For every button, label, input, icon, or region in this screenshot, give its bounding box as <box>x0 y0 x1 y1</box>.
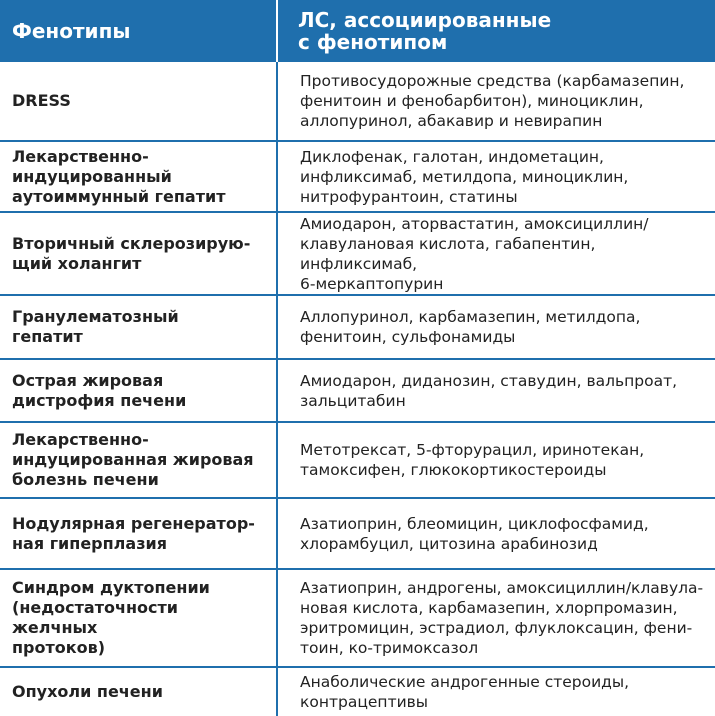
phenotype-text: Лекарственно- индуцированная жировая болезнь печени <box>12 430 254 489</box>
table-row-phenotype <box>0 213 276 296</box>
phenotype-text: Синдром дуктопении (недостаточности желчных протоков) <box>12 578 210 657</box>
header-drugs-label: ЛС, ассоциированные с фенотипом <box>298 8 552 54</box>
header-phenotypes <box>0 0 276 62</box>
phenotype-text: Острая жировая дистрофия печени <box>12 370 187 410</box>
table-row-phenotype <box>0 296 276 360</box>
drugs-text: Диклофенак, галотан, индометацин, инфликсимаб, метилдопа, миноциклин, нитрофурантоин, статины <box>300 147 629 206</box>
drugs-text: Метотрексат, 5-фторурацил, иринотекан, тамоксифен, глюкокортикостероиды <box>300 441 645 479</box>
table-row-phenotype <box>0 668 276 716</box>
drugs-text: Азатиоприн, андрогены, амоксициллин/клавула- новая кислота, карбамазепин, хлорпромазин, эритромицин, эстрадиол, флуклоксацин, фени- тоин, ко-тримоксазол <box>300 579 704 657</box>
phenotype-text: Гранулематозный гепатит <box>12 307 179 346</box>
table-row-phenotype <box>0 142 276 213</box>
drugs-text: Анаболические андрогенные стероиды, контрацептивы <box>300 673 630 711</box>
table-row-drugs <box>278 423 715 499</box>
table-row-drugs <box>278 142 715 213</box>
header-drugs <box>278 0 715 62</box>
phenotype-text: Вторичный склерозирую- щий холангит <box>12 233 251 273</box>
phenotype-text: Нодулярная регенератор- ная гиперплазия <box>12 513 255 553</box>
table-row-phenotype <box>0 570 276 668</box>
drugs-text: Амиодарон, аторвастатин, амоксициллин/ клавулановая кислота, габапентин, инфликсимаб, 6-меркаптопурин <box>300 214 649 293</box>
table-row-drugs <box>278 668 715 716</box>
table-row-drugs <box>278 62 715 142</box>
drugs-text: Аллопуринол, карбамазепин, метилдопа, фенитоин, сульфонамиды <box>300 308 641 346</box>
drugs-text: Амиодарон, диданозин, ставудин, вальпроат, зальцитабин <box>300 371 678 410</box>
drugs-text: Азатиоприн, блеомицин, циклофосфамид, хлорамбуцил, цитозина арабинозид <box>300 514 649 553</box>
table-row-drugs <box>278 570 715 668</box>
phenotype-text: DRESS <box>12 91 71 110</box>
phenotype-text: Опухоли печени <box>12 682 163 701</box>
header-phenotypes-label: Фенотипы <box>12 19 131 43</box>
table-row-phenotype <box>0 499 276 570</box>
table-row-phenotype <box>0 360 276 423</box>
table-row-drugs <box>278 213 715 296</box>
table-row-drugs <box>278 499 715 570</box>
table-row-drugs <box>278 296 715 360</box>
table-row-phenotype <box>0 62 276 142</box>
phenotype-text: Лекарственно- индуцированный аутоиммунный гепатит <box>12 146 226 206</box>
drugs-text: Противосудорожные средства (карбамазепин, фенитоин и фенобарбитон), миноциклин, аллопуринол, абакавир и невирапин <box>300 72 685 130</box>
table-row-phenotype <box>0 423 276 499</box>
table-row-drugs <box>278 360 715 423</box>
